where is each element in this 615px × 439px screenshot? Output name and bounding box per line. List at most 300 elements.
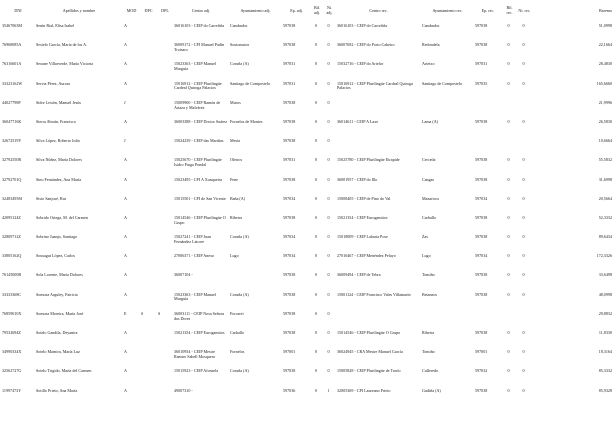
table-cell: 1 [327,387,330,393]
column-header: Baremo [599,7,612,13]
table-cell [139,41,156,60]
table-cell: 20,5664 [598,195,612,201]
table-cell: Tomiño [422,349,435,355]
table-cell: Cangas [422,176,435,182]
table-cell: 0 [314,368,318,374]
table-cell: 597036 [283,387,296,393]
table-cell: A [124,80,127,86]
table-cell: 172,3326 [596,253,612,259]
table-cell: 0 [522,176,525,182]
table-cell: 0 [522,272,525,278]
table-cell: 27016467 - CEIP Menéndez Pelayo [337,253,396,259]
table-cell: Carballo [422,214,437,220]
table-cell [156,252,172,271]
table-cell: 0 [327,61,330,67]
table-cell: 0 [327,291,330,297]
table-cell: 31,6998 [598,176,612,182]
table-cell [156,80,172,99]
table-row [0,387,615,406]
table-cell: 0 [327,330,330,335]
table-cell: 36007104 - [174,272,193,278]
table-cell [139,214,156,233]
table-cell: 15023495 - CPI A Xunqueira [174,176,222,182]
table-cell: 0 [327,272,330,278]
table-cell [156,387,172,406]
table-cell: A [124,23,127,28]
table-cell: Ribeira [422,330,435,335]
table-cell: 52,3332 [598,214,612,220]
table-cell: 15025780 - CEIP Plurilingüe Eirapide [337,157,400,163]
table-cell: J [124,138,126,144]
table-cell: 11,8330 [598,330,612,335]
table-cell: Soutomaior [230,42,250,48]
table-cell: 0 [314,234,318,240]
table-cell: A [124,234,127,240]
table-cell: 0 [522,330,525,335]
table-cell: 15005828 - CEIP Plurilingüe de Tarrío [337,368,401,374]
table-cell: 597038 [475,387,488,393]
table-cell: 11997473Y [2,387,22,393]
table-cell: 597038 [283,310,296,316]
table-cell: 0 [327,42,330,48]
table-cell [501,310,516,329]
table-cell: A [124,368,127,374]
table-cell [473,99,501,118]
table-cell: 0 [314,291,318,297]
table-cell: Redondela [422,42,440,48]
table-cell: 597038 [475,118,488,124]
table-cell: 597038 [475,42,488,48]
table-cell: 0 [507,387,510,393]
table-cell: Fornelos de Montes [230,118,263,124]
table-cell: 597038 [283,118,296,124]
table-cell: A [124,61,127,67]
table-cell: 0 [507,214,510,220]
table-row [0,310,615,329]
table-cell: 18,3164 [598,349,612,355]
table-cell [516,99,531,118]
table-cell: Sestelo García, María de los A. [36,42,88,48]
table-cell: 0 [522,349,525,355]
table-cell: A [124,157,127,163]
table-cell [139,367,156,386]
table-row [0,41,615,60]
column-header: Ayuntamiento rec. [432,7,463,13]
table-cell: Sotillo Prieto, Ana María [36,387,78,393]
table-cell: 597038 [475,176,488,182]
table-cell: Sierra Abraín, Francisco [36,118,76,124]
table-cell: 0 [522,195,525,201]
table-cell: Sousagut López, Carlos [36,253,75,259]
table-cell: 0 [507,349,510,355]
table-cell: Sino Fernández, Ana María [36,176,82,182]
table-cell [139,387,156,406]
table-cell [156,348,172,367]
table-cell: Seoane Villarverde, María Victoria [36,61,94,67]
table-cell: 36003388 - CEIP Doctor Suárez [174,118,228,124]
table-cell: 597038 [475,23,488,28]
table-cell: 0 [522,291,525,297]
column-header: DNI [14,7,22,13]
table-cell: A [124,214,127,220]
table-cell: 0 [327,157,330,163]
table-cell: 33323162W [2,80,23,86]
table-cell: 597038 [283,291,296,297]
table-cell: 597034 [475,195,488,201]
table-cell: Forcarei [230,310,244,316]
table-cell: 597035 [475,80,488,86]
table-cell: 36009494 - CEIP de Tebra [337,272,381,278]
table-cell: Sisto Sanjosé, Rut [36,195,66,201]
table-row [0,80,615,99]
table-cell: 76859010X [2,310,22,316]
table-cell: 15025670 - CEIP Plurilingüe Isidro Parga Pondal [174,157,222,168]
table-row [0,367,615,386]
table-cell [156,60,172,79]
table-cell: Oleiros [230,157,243,163]
table-cell [139,99,156,118]
table-row [0,118,615,137]
table-cell: 36007692 - CEIP do Porto Cabeiro [337,42,395,48]
table-cell: Coruña (A) [230,234,249,240]
table-cell: 0 [327,234,330,240]
table-cell: 42095124Z [2,214,21,220]
table-cell: 597038 [283,330,296,335]
table-cell: 15021354 - CEIP Eurogamitos [174,330,225,335]
table-cell: Muros [230,99,241,105]
table-cell: 15021354 - CEIP Eurogamitos [337,214,388,220]
table-cell: S [141,310,144,316]
table-cell [139,348,156,367]
column-header: Centro rec. [369,7,388,13]
table-cell: 89,6434 [598,234,612,240]
table-cell: J [124,99,126,105]
table-cell: 597038 [283,23,296,28]
table-cell: 0 [507,42,510,48]
table-row [0,252,615,271]
table-cell [228,387,281,406]
table-cell: 0 [327,99,330,105]
table-cell: 597034 [283,253,296,259]
table-cell: 597038 [283,214,296,220]
table-cell: 15015501 - CPI de San Vicente [174,195,226,201]
table-cell: 597031 [283,61,296,67]
table-cell: 33333368C [2,291,22,297]
table-cell: 597038 [283,176,296,182]
table-cell: 597038 [475,157,488,163]
table-cell: Sola Lorente, María Dolores [36,272,83,278]
table-cell: Sobrino Juanjo, Santiago [36,234,78,240]
table-cell: 55,5832 [598,157,612,163]
table-cell [139,291,156,310]
table-cell: 76968085A [2,42,22,48]
table-cell [139,252,156,271]
table-cell: 0 [314,80,318,86]
table-cell: 32562727G [2,368,22,374]
table-row [0,348,615,367]
table-cell [139,329,156,348]
table-cell: E [124,310,127,316]
table-cell: 36016103 - CEIP do Carrefiña [174,23,225,28]
table-cell: Lugo [230,253,239,259]
table-cell: 0 [314,214,318,220]
table-cell: 0 [522,80,525,86]
table-cell: 15014546 - CEIP Plurilingüe O Grupo [337,330,401,335]
table-cell: Arteixo [422,61,435,67]
table-cell: Sotelo Trigido, María del Carmen [36,368,92,374]
table-cell: 36003111 - CEIP Nosa Señora das Dores [174,310,225,321]
table-cell: 597034 [283,234,296,240]
column-header: DPL [161,7,169,13]
table-cell: Senín Rial, Elisa Isabel [36,23,75,28]
table-cell: 0 [327,80,330,86]
table-cell: Coruña (A) [230,61,249,67]
table-cell: 597038 [283,368,296,374]
table-cell: 597031 [475,61,488,67]
table-cell [420,137,473,156]
table-cell: 0 [507,157,510,163]
table-cell: 0 [507,61,510,67]
table-cell: Sobrido Ortega, M. del Carmen [36,214,88,220]
table-cell [501,137,516,156]
table-cell [473,310,501,329]
column-header: Ni. rec. [518,7,531,13]
table-cell: 15014546 - CEIP Plurilingüe O Grupo [174,214,226,225]
column-header: Bil. rec. [506,5,513,15]
table-cell: 15023363 - CEIP Manuel Murguía [174,291,217,302]
table-cell [156,41,172,60]
table-cell: 597001 [475,349,488,355]
table-cell: 79532694Z [2,330,21,335]
table-cell: 0 [522,42,525,48]
table-cell [156,22,172,41]
column-header: DPC [144,7,153,13]
table-cell: 0 [507,176,510,182]
table-cell [228,271,281,290]
table-row [0,60,615,79]
table-cell: 33805162Q [2,253,22,259]
table-cell: 0 [522,61,525,67]
table-cell: A [124,330,127,335]
table-cell: 597038 [475,214,488,220]
table-row [0,329,615,348]
header-row [0,0,615,22]
table-cell: 0 [314,42,318,48]
table-cell [156,176,172,195]
table-cell: S [158,310,161,316]
table-cell: 0 [507,195,510,201]
table-cell: 597031 [283,157,296,163]
table-cell: Santiago de Compostela [230,80,270,86]
table-cell [420,99,473,118]
table-cell [156,214,172,233]
table-cell: A [124,195,127,201]
table-cell: 32792701Q [2,176,22,182]
table-cell [139,271,156,290]
table-cell: Somoza Moreira, María José [36,310,84,316]
table-cell: 0 [327,349,330,355]
column-header: Ayuntamiento adj. [240,7,271,13]
table-cell: 15008405 - CEIP de Pino do Val [337,195,391,201]
table-cell: 0 [507,23,510,28]
table-cell: Zas [422,234,428,240]
table-cell: 15027241 - CEIP Juan Fernández Latorre [174,234,212,244]
table-cell: 29,8832 [598,310,612,316]
table-cell: 85,3332 [598,368,612,374]
table-cell: 0 [314,138,318,144]
table-cell: 0 [507,118,510,124]
table-cell: 0 [522,253,525,259]
table-cell: 0 [507,291,510,297]
table-cell: 0 [327,138,330,144]
table-cell: 0 [522,118,525,124]
table-cell [156,118,172,137]
table-cell [156,156,172,175]
table-cell: Ribeira [230,214,243,220]
table-cell: 597034 [475,253,488,259]
table-cell: 597038 [283,138,296,144]
table-cell: 15024239 - CEIP das Mariñas [174,138,224,144]
table-cell [156,271,172,290]
table-cell: 36010954 - CEIP Mestre Ramiro Sabell Mosquera [174,349,215,359]
table-cell [473,137,501,156]
table-cell: 0 [314,253,318,259]
table-cell: Silva López, Roberto Julio [36,138,80,144]
table-cell [516,137,531,156]
table-cell: 0 [507,234,510,240]
table-cell: 597038 [475,330,488,335]
table-cell: 48,0998 [598,291,612,297]
table-cell [156,233,172,252]
table-cell: 165,6660 [596,80,612,86]
table-cell [156,99,172,118]
table-cell: Sidre Lestón, Manuel Jesús [36,99,82,105]
table-cell: Servia Pérez, Aurora [36,80,70,86]
column-header: Ep. rec. [481,7,495,13]
table-cell: 597038 [283,42,296,48]
table-row [0,233,615,252]
table-cell [501,99,516,118]
table-row [0,156,615,175]
table-cell: 26,5830 [598,118,612,124]
table-cell: 51,0998 [598,23,612,28]
table-cell: 0 [314,99,318,105]
table-cell: A [124,176,127,182]
table-cell: 0 [507,253,510,259]
table-cell: 597038 [475,272,488,278]
table-cell: Santiago de Compostela [422,80,462,86]
table-cell: 0 [327,195,330,201]
table-cell: 0 [522,157,525,163]
table-cell: 0 [327,214,330,220]
column-header: Apellidos y nombre [62,7,96,13]
table-cell: Cambados [230,23,248,28]
table-row [0,291,615,310]
table-cell: 0 [314,330,318,335]
table-cell [156,367,172,386]
table-cell: Sotelo Marnira, María Luz [36,349,80,355]
table-cell: 49007310 - [174,387,193,393]
column-header: Ni. adj. [326,5,333,15]
table-cell [335,137,420,156]
table-cell: 597038 [475,234,488,240]
table-cell [139,80,156,99]
table-cell: 0 [314,176,318,182]
table-cell: 597032 [475,368,488,374]
table-cell [139,118,156,137]
table-cell: A [124,42,127,48]
table-cell: 36016103 - CEIP do Carrefiña [337,23,388,28]
table-cell: 35467063M [2,23,23,28]
table-cell: 0 [522,23,525,28]
table-cell: A [124,387,127,393]
table-cell: 44027798P [2,99,21,105]
table-row [0,271,615,290]
table-cell: 597038 [283,99,296,105]
table-cell: 0 [522,368,525,374]
table-cell [139,156,156,175]
table-cell: 0 [522,234,525,240]
table-cell: 34990334X [2,349,22,355]
table-cell: 0 [327,368,330,374]
table-cell: Somoza Arguley, Patricia [36,291,78,297]
table-cell: 27006371 - CEIP Anexo [174,253,215,259]
table-cell: 0 [522,387,525,393]
table-cell: 0 [507,272,510,278]
table-cell: 0 [314,349,318,355]
table-cell: 15032716 - CEIP do Artelor [337,61,384,67]
table-cell: 15023363 - CEIP Manuel Murguía [174,61,217,72]
table-cell: 15016912 - CEIP Plurilingüe Cardeal Quiroga Palacios [337,80,413,91]
table-cell: 22,1664 [598,42,612,48]
table-cell: A [124,291,127,297]
table-cell: 0 [314,310,318,316]
table-cell: 0 [314,195,318,201]
column-header: Ep. adj. [290,7,303,13]
table-cell: 0 [327,176,330,182]
table-cell [335,99,420,118]
table-cell [156,291,172,310]
table-cell: 32672519Y [2,138,22,144]
table-cell: 597038 [475,291,488,297]
table-cell: 32005369 - CPI Laureano Prieto [337,387,391,393]
table-cell: 597034 [283,195,296,201]
table-cell [139,195,156,214]
table-cell: 21,9996 [598,99,612,105]
table-cell [139,22,156,41]
table-cell: Gudiña (A) [422,387,441,393]
table-cell: A [124,253,127,259]
table-cell: Lama (A) [422,118,439,124]
table-cell: Betanzos [422,291,438,297]
table-cell: 76316601A [2,61,22,67]
column-header: Centro adj. [191,7,211,13]
table-cell: 10,6664 [598,138,612,144]
table-cell: 15015923 - CEIP Afonsela [174,368,219,374]
table-cell [420,310,473,329]
table-cell [139,137,156,156]
table-cell: Cerceda [422,157,436,163]
table-cell: Silva Núñez, María Dolores [36,157,82,163]
table-cell: Fene [230,176,238,182]
table-cell: 33,6498 [598,272,612,278]
table-row [0,176,615,195]
table-cell: Culleredo [422,368,439,374]
table-cell [139,233,156,252]
table-cell: 15001124 - CEIP Francisco Vales Villamarín [337,291,411,297]
table-cell [139,176,156,195]
table-cell: 36014611 - CEIP A Laxe [337,118,379,124]
